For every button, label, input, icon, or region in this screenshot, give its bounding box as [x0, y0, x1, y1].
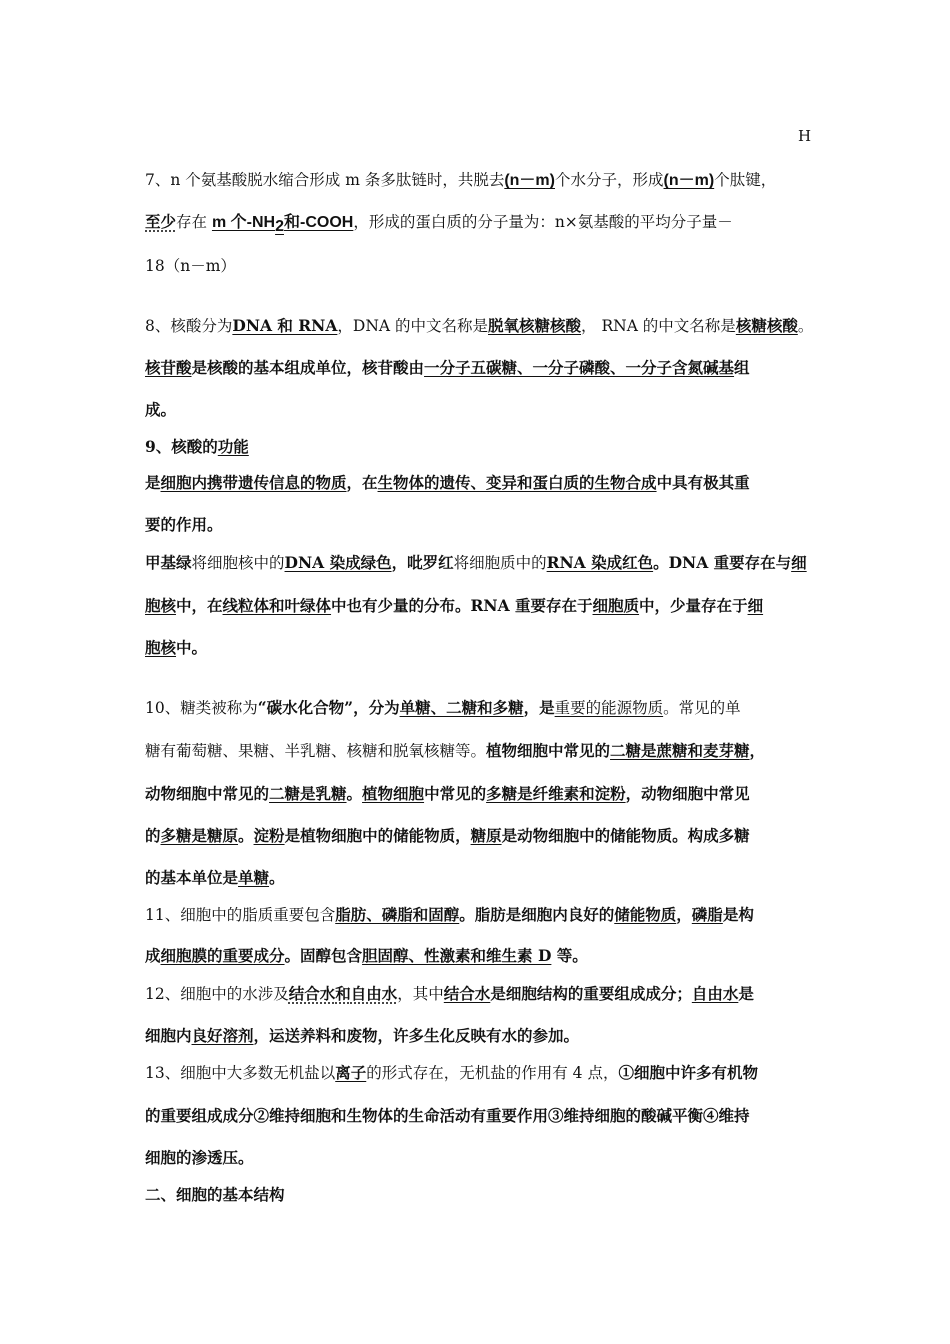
item-7-line-2 — [145, 212, 733, 237]
item-12-line-1 — [145, 984, 754, 1004]
emphasis-term: ，吡罗红 — [391, 553, 454, 572]
text: 将细胞质中的 — [453, 554, 547, 572]
item-9-line-2 — [145, 473, 750, 493]
section-heading: 二、细胞的基本结构 — [145, 1185, 285, 1204]
text: 组 — [734, 358, 750, 377]
text: 是核酸的基本组成单位，核苷酸由 — [191, 358, 425, 377]
item-9-line-3: 要的作用。 — [145, 515, 223, 534]
text: 成 — [145, 946, 161, 965]
item-10-line-5 — [145, 868, 285, 888]
underlined-term: 磷脂 — [691, 905, 723, 924]
text: 中常见的 — [424, 784, 487, 803]
underlined-term: (n－m) — [504, 172, 555, 189]
underlined-term: 二糖是乳糖 — [269, 784, 347, 803]
item-13-line-2: 的重要组成成分②维持细胞和生物体的生命活动有重要作用③维持细胞的酸碱平衡④维持 — [145, 1106, 750, 1125]
item-13-line-1 — [145, 1063, 758, 1083]
item-10-line-2 — [145, 741, 765, 761]
item-8-line-3: 成。 — [145, 400, 177, 419]
text: 是动物细胞中的储能物质。构成多糖 — [501, 826, 750, 845]
underlined-term: 功能 — [217, 437, 249, 456]
text: ， RNA 的中文名称是 — [581, 317, 736, 335]
text: 个肽键， — [714, 171, 777, 189]
text: 是 — [145, 473, 161, 492]
underlined-term: 核苷酸 — [145, 358, 192, 377]
underlined-term: 生物体的遗传、变异和蛋白质的生物合成 — [377, 473, 657, 492]
underlined-term: 结合水 — [443, 984, 491, 1003]
underlined-term: 线粒体和叶绿体 — [222, 596, 332, 615]
underlined-term: 细胞内携带遗传信息的物质 — [160, 473, 347, 492]
text: 糖有葡萄糖、果糖、半乳糖、核糖和脱氧核糖等。 — [145, 742, 487, 760]
text: 。 — [346, 784, 363, 803]
underlined-term: 核糖核酸 — [735, 316, 798, 335]
underlined-term: 单糖、二糖和多糖 — [399, 698, 524, 717]
text: 是 — [738, 984, 754, 1003]
item-10-line-1 — [145, 698, 741, 718]
text: 是细胞结构的重要组成成分； — [490, 984, 692, 1003]
underlined-term: 糖原 — [470, 826, 502, 845]
text: 中，在 — [176, 596, 223, 615]
item-10-line-4 — [145, 826, 750, 846]
emphasis-term: 至少 — [145, 212, 177, 231]
text: 等。 — [551, 946, 588, 965]
emphasis-term: “碳水化合物”，分为 — [257, 698, 400, 717]
underlined-term: 离子 — [335, 1063, 367, 1082]
underlined-term: m 个-NH — [211, 214, 276, 231]
text: 中具有极其重 — [656, 473, 750, 492]
underlined-term: 多糖是糖原 — [160, 826, 239, 845]
item-9-heading — [145, 437, 249, 457]
text: ，动物细胞中常见 — [625, 784, 750, 803]
item-13-line-3: 细胞的渗透压。 — [145, 1148, 254, 1167]
text: ，形成的蛋白质的分子量为：n×氨基酸的平均分子量－ — [353, 213, 733, 231]
text: ，DNA 的中文名称是 — [337, 317, 489, 335]
emphasis-term: ①细胞中许多有机物 — [618, 1063, 758, 1082]
text: 。DNA 重要存在与 — [653, 553, 792, 572]
corner-mark: H — [798, 127, 812, 145]
text: 。 — [269, 868, 285, 887]
text: 9、核酸的 — [145, 437, 218, 456]
text: 13、细胞中大多数无机盐以 — [145, 1064, 336, 1082]
text: 12、细胞中的水涉及 — [145, 985, 289, 1003]
item-7-line-3: 18（n－m） — [145, 257, 236, 275]
underlined-term: 自由水 — [350, 984, 398, 1003]
text: 11、细胞中的脂质重要包含 — [145, 906, 336, 924]
text: 。 — [797, 317, 814, 335]
item-7-line-1 — [145, 170, 776, 191]
text: 细胞内 — [145, 1026, 192, 1045]
text: 的形式存在，无机盐的作用有 4 点， — [366, 1064, 619, 1082]
underlined-term: 重要的能源物质 — [554, 699, 664, 717]
underlined-term: 单糖 — [238, 868, 270, 887]
text: ， — [749, 741, 766, 760]
text: ，运送养料和废物，许多生化反映有水的参加。 — [253, 1026, 580, 1045]
underlined-term: 细 — [747, 596, 764, 615]
underlined-term: RNA 染成红色 — [546, 553, 654, 572]
underlined-term: 结合水 — [288, 984, 336, 1003]
underlined-term: 脱氧核糖核酸 — [488, 316, 582, 335]
text: 8、核酸分为 — [145, 317, 233, 335]
text: 。固醇包含 — [284, 946, 363, 965]
text: 是构 — [722, 905, 754, 924]
text: 中也有少量的分布。RNA 重要存在于 — [331, 596, 593, 615]
underlined-term: 胞核 — [145, 638, 177, 657]
underlined-term: DNA 和 RNA — [232, 316, 338, 335]
underlined-term: DNA 染成绿色 — [284, 553, 392, 572]
underlined-term: 和-COOH — [283, 214, 354, 231]
item-9-line-6 — [145, 638, 207, 658]
text: 。 — [238, 826, 254, 845]
item-12-line-2 — [145, 1026, 579, 1046]
text: 的 — [145, 826, 161, 845]
text: 存在 — [176, 213, 212, 231]
item-9-line-4 — [145, 553, 807, 573]
underlined-term: 胞核 — [145, 596, 177, 615]
underlined-term: 细 — [791, 553, 807, 572]
underlined-term: 多糖是纤维素和淀粉 — [486, 784, 626, 803]
item-11-line-1 — [145, 905, 754, 925]
text: 和 — [335, 984, 351, 1003]
item-8-line-1 — [145, 316, 813, 336]
text: 中，少量存在于 — [639, 596, 748, 615]
text: 的基本单位是 — [145, 868, 239, 887]
underlined-term: 胆固醇、性激素和维生素 D — [362, 946, 552, 965]
emphasis-term: 植物细胞中常见的 — [486, 741, 611, 760]
text: 动物细胞中常见的 — [145, 784, 270, 803]
underlined-term: 淀粉 — [253, 826, 285, 845]
underlined-term: 一分子五碳糖、一分子磷酸、一分子含氮碱基 — [424, 358, 735, 377]
underlined-term: 细胞膜的重要成分 — [160, 946, 285, 965]
underlined-term: (n－m) — [663, 172, 715, 189]
item-9-line-5 — [145, 596, 763, 616]
text: ，在 — [346, 473, 378, 492]
subscript: 2 — [275, 218, 284, 236]
text: ，是 — [523, 698, 555, 717]
emphasis-term: 甲基绿 — [145, 553, 192, 572]
text: ， — [676, 905, 692, 924]
text: 7、n 个氨基酸脱水缩合形成 m 条多肽链时，共脱去 — [145, 171, 505, 189]
text: 。脂肪是细胞内良好的 — [459, 905, 615, 924]
text: 中。 — [176, 638, 208, 657]
underlined-term: 自由水 — [691, 984, 739, 1003]
text: 将细胞核中的 — [191, 554, 285, 572]
underlined-term: 脂肪、磷脂和固醇 — [335, 905, 460, 924]
item-10-line-3 — [145, 784, 750, 804]
item-11-line-2 — [145, 946, 588, 966]
text: ，其中 — [397, 985, 444, 1003]
item-8-line-2 — [145, 358, 750, 378]
text: 。常见的单 — [663, 699, 741, 717]
underlined-term: 细胞质 — [592, 596, 640, 615]
underlined-term: 二糖是蔗糖和麦芽糖 — [610, 741, 750, 760]
text: 10、糖类被称为 — [145, 699, 258, 717]
underlined-term: 良好溶剂 — [191, 1026, 254, 1045]
underlined-term: 储能物质 — [614, 905, 677, 924]
underlined-term: 植物细胞 — [362, 784, 425, 803]
text: 是植物细胞中的储能物质， — [284, 826, 471, 845]
text: 个水分子，形成 — [555, 171, 664, 189]
